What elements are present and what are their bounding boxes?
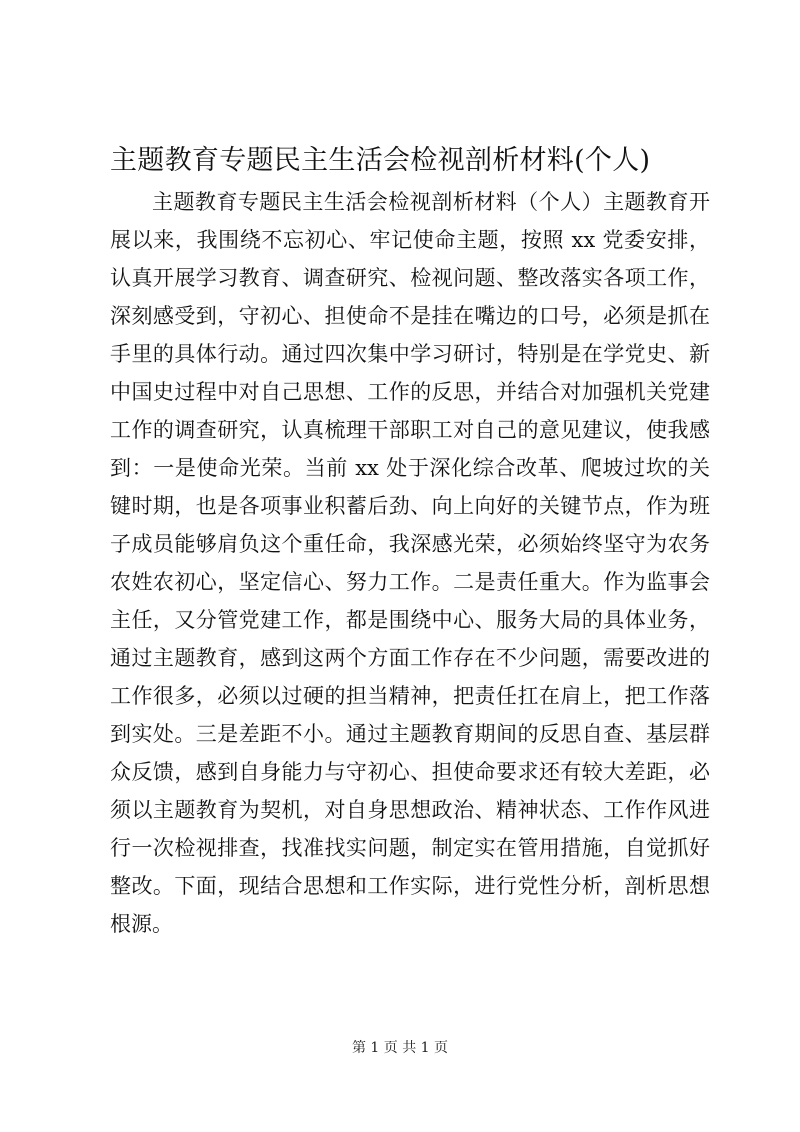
body-line: 键时期，也是各项事业积蓄后劲、向上向好的关键节点，作为班: [110, 494, 710, 518]
body-line: 工作的调查研究，认真梳理干部职工对自己的意见建议，使我感: [110, 418, 710, 442]
body-line: 认真开展学习教育、调查研究、检视问题、整改落实各项工作，: [110, 266, 710, 290]
page-footer: 第 1 页 共 1 页: [351, 1040, 449, 1056]
body-line: 整改。下面，现结合思想和工作实际，进行党性分析，剖析思想: [110, 874, 710, 898]
body-line: 子成员能够肩负这个重任命，我深感光荣，必须始终坚守为农务: [110, 532, 710, 556]
body-line: 展以来，我围绕不忘初心、牢记使命主题，按照 xx 党委安排，: [110, 228, 710, 252]
body-line: 主任，又分管党建工作，都是围绕中心、服务大局的具体业务，: [110, 608, 710, 632]
body-line: 众反馈，感到自身能力与守初心、担使命要求还有较大差距，必: [110, 760, 710, 784]
document-body: [110, 183, 710, 943]
body-line: 通过主题教育，感到这两个方面工作存在不少问题，需要改进的: [110, 646, 710, 670]
body-line: 行一次检视排查，找准找实问题，制定实在管用措施，自觉抓好: [110, 836, 710, 860]
body-line: 深刻感受到，守初心、担使命不是挂在嘴边的口号，必须是抓在: [110, 304, 710, 328]
body-line: 农姓农初心，坚定信心、努力工作。二是责任重大。作为监事会: [110, 570, 710, 594]
body-line: 根源。: [110, 912, 173, 936]
body-line: 到：一是使命光荣。当前 xx 处于深化综合改革、爬坡过坎的关: [110, 456, 710, 480]
body-line: 须以主题教育为契机，对自身思想政治、精神状态、工作作风进: [110, 798, 710, 822]
body-line: 到实处。三是差距不小。通过主题教育期间的反思自查、基层群: [110, 722, 710, 746]
body-line: 中国史过程中对自己思想、工作的反思，并结合对加强机关党建: [110, 380, 710, 404]
body-line: 工作很多，必须以过硬的担当精神，把责任扛在肩上，把工作落: [110, 684, 710, 708]
body-line: 手里的具体行动。通过四次集中学习研讨，特别是在学党史、新: [110, 342, 710, 366]
document-title: 主题教育专题民主生活会检视剖析材料(个人): [110, 145, 651, 176]
body-line: 主题教育专题民主生活会检视剖析材料（个人）主题教育开: [152, 190, 710, 214]
